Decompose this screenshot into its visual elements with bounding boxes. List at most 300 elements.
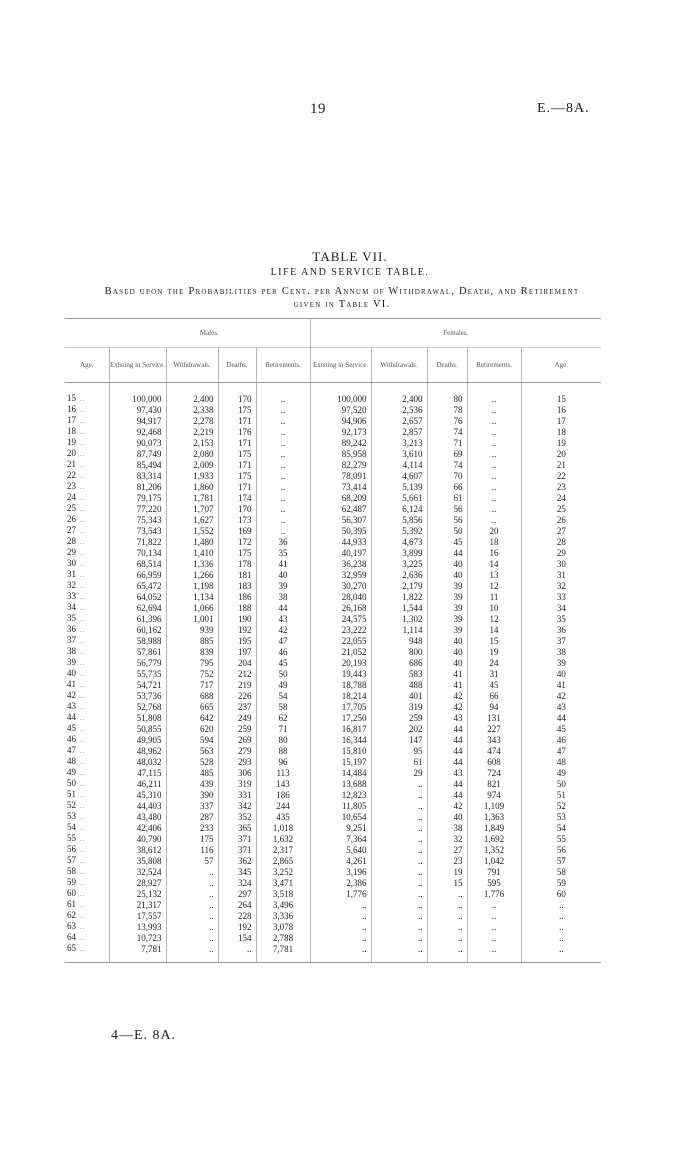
female-withdrawals-header: Withdrawals. bbox=[371, 348, 427, 383]
age-value: 31 bbox=[67, 569, 76, 579]
female-deaths-cell: .. bbox=[427, 921, 467, 932]
male-retirements-cell: 1,632 bbox=[256, 833, 310, 844]
male-withdrawals-cell: 1,410 bbox=[166, 547, 218, 558]
female-withdrawals-cell: 583 bbox=[371, 668, 427, 679]
male-deaths-cell: 175 bbox=[218, 448, 256, 459]
age-cell bbox=[65, 712, 109, 723]
dot-leader: .. bbox=[80, 406, 86, 414]
female-withdrawals-cell: .. bbox=[371, 822, 427, 833]
male-existing-cell: 32,524 bbox=[109, 866, 166, 877]
male-existing-cell: 10,723 bbox=[109, 932, 166, 943]
male-existing-cell: 94,917 bbox=[109, 415, 166, 426]
dot-leader: .. bbox=[80, 846, 86, 854]
male-retirements-cell: 71 bbox=[256, 723, 310, 734]
dot-leader: .. bbox=[80, 912, 86, 920]
age-right-cell: 32 bbox=[521, 580, 601, 591]
age-value: 54 bbox=[67, 822, 76, 832]
age-cell bbox=[65, 481, 109, 492]
male-existing-cell: 38,612 bbox=[109, 844, 166, 855]
male-existing-cell: 35,808 bbox=[109, 855, 166, 866]
male-retirements-cell: 2,865 bbox=[256, 855, 310, 866]
age-cell bbox=[65, 899, 109, 910]
age-column-header: Age. bbox=[65, 348, 109, 383]
female-retirements-cell: 15 bbox=[467, 635, 521, 646]
age-value: 43 bbox=[67, 701, 76, 711]
female-withdrawals-cell: 29 bbox=[371, 767, 427, 778]
female-withdrawals-cell: 95 bbox=[371, 745, 427, 756]
age-right-cell: 51 bbox=[521, 789, 601, 800]
table-row bbox=[65, 789, 601, 800]
table-row bbox=[65, 767, 601, 778]
female-withdrawals-cell: 4,673 bbox=[371, 536, 427, 547]
age-value: 51 bbox=[67, 789, 76, 799]
age-value: 65 bbox=[67, 943, 76, 953]
male-withdrawals-cell: 439 bbox=[166, 778, 218, 789]
female-retirements-cell: 821 bbox=[467, 778, 521, 789]
table-row bbox=[65, 448, 601, 459]
age-cell bbox=[65, 932, 109, 943]
male-retirements-cell: 39 bbox=[256, 580, 310, 591]
male-deaths-cell: 183 bbox=[218, 580, 256, 591]
dot-leader: .. bbox=[80, 945, 86, 953]
male-existing-cell: 90,073 bbox=[109, 437, 166, 448]
table-row bbox=[65, 811, 601, 822]
table-subtitle: LIFE AND SERVICE TABLE. bbox=[270, 267, 430, 278]
table-row bbox=[65, 701, 601, 712]
age-column-header-right: Age. bbox=[521, 348, 601, 383]
male-deaths-cell: 362 bbox=[218, 855, 256, 866]
age-cell bbox=[65, 778, 109, 789]
age-right-cell: 15 bbox=[521, 383, 601, 405]
male-withdrawals-cell: 485 bbox=[166, 767, 218, 778]
female-retirements-cell: 474 bbox=[467, 745, 521, 756]
female-deaths-cell: 44 bbox=[427, 734, 467, 745]
dot-leader: .. bbox=[80, 802, 86, 810]
male-retirements-cell: 88 bbox=[256, 745, 310, 756]
dot-leader: .. bbox=[80, 637, 86, 645]
female-existing-cell: 89,242 bbox=[310, 437, 371, 448]
male-deaths-cell: 197 bbox=[218, 646, 256, 657]
male-withdrawals-cell: 2,400 bbox=[166, 383, 218, 405]
male-withdrawals-cell: 717 bbox=[166, 679, 218, 690]
male-withdrawals-cell: 1,066 bbox=[166, 602, 218, 613]
age-value: 35 bbox=[67, 613, 76, 623]
dot-leader: .. bbox=[80, 923, 86, 931]
age-cell bbox=[65, 613, 109, 624]
age-value: 45 bbox=[67, 723, 76, 733]
male-existing-cell: 51,808 bbox=[109, 712, 166, 723]
male-retirements-cell: 244 bbox=[256, 800, 310, 811]
female-withdrawals-cell: 5,392 bbox=[371, 525, 427, 536]
table-row bbox=[65, 404, 601, 415]
female-retirements-cell: 608 bbox=[467, 756, 521, 767]
female-retirements-cell: 343 bbox=[467, 734, 521, 745]
female-deaths-cell: 15 bbox=[427, 877, 467, 888]
female-withdrawals-cell: .. bbox=[371, 921, 427, 932]
female-existing-cell: 10,654 bbox=[310, 811, 371, 822]
male-deaths-cell: 352 bbox=[218, 811, 256, 822]
male-existing-cell: 83,314 bbox=[109, 470, 166, 481]
female-existing-cell: .. bbox=[310, 921, 371, 932]
age-right-cell: 42 bbox=[521, 690, 601, 701]
table-row bbox=[65, 602, 601, 613]
male-withdrawals-cell: .. bbox=[166, 877, 218, 888]
age-right-cell: 54 bbox=[521, 822, 601, 833]
male-existing-cell: 57,861 bbox=[109, 646, 166, 657]
dot-leader: .. bbox=[80, 670, 86, 678]
male-withdrawals-cell: 2,080 bbox=[166, 448, 218, 459]
male-withdrawals-cell: .. bbox=[166, 921, 218, 932]
female-retirements-cell: .. bbox=[467, 492, 521, 503]
age-value: 56 bbox=[67, 844, 76, 854]
age-cell bbox=[65, 404, 109, 415]
male-retirements-cell: 3,471 bbox=[256, 877, 310, 888]
female-deaths-cell: .. bbox=[427, 888, 467, 899]
male-withdrawals-cell: 2,219 bbox=[166, 426, 218, 437]
age-right-cell: 27 bbox=[521, 525, 601, 536]
table-row bbox=[65, 822, 601, 833]
age-cell bbox=[65, 536, 109, 547]
male-deaths-cell: 345 bbox=[218, 866, 256, 877]
female-withdrawals-cell: .. bbox=[371, 888, 427, 899]
age-cell bbox=[65, 383, 109, 405]
female-deaths-cell: 44 bbox=[427, 756, 467, 767]
female-retirements-cell: .. bbox=[467, 459, 521, 470]
female-withdrawals-cell: .. bbox=[371, 899, 427, 910]
age-value: 37 bbox=[67, 635, 76, 645]
female-deaths-cell: 45 bbox=[427, 536, 467, 547]
female-existing-cell: .. bbox=[310, 899, 371, 910]
age-right-cell: 50 bbox=[521, 778, 601, 789]
age-value: 53 bbox=[67, 811, 76, 821]
dot-leader: .. bbox=[80, 879, 86, 887]
age-right-cell: .. bbox=[521, 921, 601, 932]
age-right-cell: 16 bbox=[521, 404, 601, 415]
male-deaths-cell: 175 bbox=[218, 470, 256, 481]
female-deaths-cell: 61 bbox=[427, 492, 467, 503]
male-existing-cell: 100,000 bbox=[109, 383, 166, 405]
age-value: 34 bbox=[67, 602, 76, 612]
male-retirements-cell: 50 bbox=[256, 668, 310, 679]
male-deaths-cell: 371 bbox=[218, 844, 256, 855]
age-right-cell: .. bbox=[521, 943, 601, 963]
male-existing-cell: 56,779 bbox=[109, 657, 166, 668]
male-retirements-cell: 36 bbox=[256, 536, 310, 547]
male-deaths-cell: 212 bbox=[218, 668, 256, 679]
age-cell bbox=[65, 789, 109, 800]
table-caption bbox=[62, 285, 622, 311]
dot-leader: .. bbox=[80, 483, 86, 491]
male-deaths-cell: 249 bbox=[218, 712, 256, 723]
age-right-cell: 29 bbox=[521, 547, 601, 558]
female-deaths-cell: 19 bbox=[427, 866, 467, 877]
caption-line-1: Based upon the Probabilities per Cent. per Annum of Withdrawal, Death, and Retirement bbox=[104, 286, 580, 297]
page-number: 19 bbox=[310, 101, 326, 117]
female-existing-cell: 56,307 bbox=[310, 514, 371, 525]
male-withdrawals-cell: .. bbox=[166, 888, 218, 899]
female-existing-cell: 44,933 bbox=[310, 536, 371, 547]
dot-leader: .. bbox=[80, 890, 86, 898]
male-withdrawals-cell: .. bbox=[166, 932, 218, 943]
table-row bbox=[65, 855, 601, 866]
males-group-header: Males. bbox=[109, 319, 310, 348]
male-existing-cell: 53,736 bbox=[109, 690, 166, 701]
female-deaths-cell: 40 bbox=[427, 635, 467, 646]
female-withdrawals-cell: 319 bbox=[371, 701, 427, 712]
male-withdrawals-cell: 1,134 bbox=[166, 591, 218, 602]
table-row bbox=[65, 547, 601, 558]
female-retirements-cell: 131 bbox=[467, 712, 521, 723]
dot-leader: .. bbox=[80, 835, 86, 843]
table-row bbox=[65, 833, 601, 844]
table-row bbox=[65, 624, 601, 635]
table-row bbox=[65, 415, 601, 426]
male-existing-cell: 43,480 bbox=[109, 811, 166, 822]
female-withdrawals-cell: 2,179 bbox=[371, 580, 427, 591]
female-retirements-cell: 14 bbox=[467, 558, 521, 569]
age-value: 60 bbox=[67, 888, 76, 898]
dot-leader: .. bbox=[80, 813, 86, 821]
male-deaths-cell: 264 bbox=[218, 899, 256, 910]
table-row bbox=[65, 591, 601, 602]
male-existing-header: Existing in Service. bbox=[109, 348, 166, 383]
female-existing-cell: 18,788 bbox=[310, 679, 371, 690]
female-withdrawals-cell: .. bbox=[371, 778, 427, 789]
female-existing-cell: 94,906 bbox=[310, 415, 371, 426]
age-cell bbox=[65, 525, 109, 536]
female-existing-cell: 28,040 bbox=[310, 591, 371, 602]
male-existing-cell: 81,206 bbox=[109, 481, 166, 492]
female-withdrawals-cell: 3,899 bbox=[371, 547, 427, 558]
female-withdrawals-cell: 1,822 bbox=[371, 591, 427, 602]
male-deaths-cell: 186 bbox=[218, 591, 256, 602]
table-row bbox=[65, 844, 601, 855]
male-deaths-cell: 175 bbox=[218, 547, 256, 558]
male-deaths-cell: 195 bbox=[218, 635, 256, 646]
female-withdrawals-cell: 6,124 bbox=[371, 503, 427, 514]
male-withdrawals-cell: 390 bbox=[166, 789, 218, 800]
age-right-cell: 25 bbox=[521, 503, 601, 514]
female-existing-cell: 78,091 bbox=[310, 470, 371, 481]
male-deaths-cell: 297 bbox=[218, 888, 256, 899]
male-existing-cell: 66,959 bbox=[109, 569, 166, 580]
age-right-cell: 20 bbox=[521, 448, 601, 459]
female-retirements-cell: .. bbox=[467, 448, 521, 459]
female-deaths-cell: .. bbox=[427, 899, 467, 910]
age-cell bbox=[65, 877, 109, 888]
dot-leader: .. bbox=[80, 703, 86, 711]
male-deaths-cell: 259 bbox=[218, 723, 256, 734]
female-existing-cell: 12,823 bbox=[310, 789, 371, 800]
female-existing-cell: 92,173 bbox=[310, 426, 371, 437]
male-withdrawals-cell: .. bbox=[166, 866, 218, 877]
male-withdrawals-cell: 665 bbox=[166, 701, 218, 712]
female-retirements-cell: .. bbox=[467, 503, 521, 514]
female-existing-cell: 24,575 bbox=[310, 613, 371, 624]
female-retirements-cell: 13 bbox=[467, 569, 521, 580]
caption-line-2: given in Table VI. bbox=[293, 299, 391, 310]
age-value: 40 bbox=[67, 668, 76, 678]
female-withdrawals-cell: 2,857 bbox=[371, 426, 427, 437]
female-deaths-cell: 27 bbox=[427, 844, 467, 855]
female-retirements-cell: 1,363 bbox=[467, 811, 521, 822]
age-cell bbox=[65, 910, 109, 921]
age-cell bbox=[65, 459, 109, 470]
age-value: 15 bbox=[67, 393, 76, 403]
dot-leader: .. bbox=[80, 758, 86, 766]
male-deaths-cell: 192 bbox=[218, 624, 256, 635]
age-right-cell: 41 bbox=[521, 679, 601, 690]
female-withdrawals-cell: 401 bbox=[371, 690, 427, 701]
age-right-cell: 34 bbox=[521, 602, 601, 613]
female-deaths-cell: 74 bbox=[427, 459, 467, 470]
male-existing-cell: 65,472 bbox=[109, 580, 166, 591]
age-right-cell: .. bbox=[521, 932, 601, 943]
age-cell bbox=[65, 580, 109, 591]
male-withdrawals-cell: 1,198 bbox=[166, 580, 218, 591]
female-existing-cell: 19,443 bbox=[310, 668, 371, 679]
female-retirements-cell: .. bbox=[467, 481, 521, 492]
male-withdrawals-cell: .. bbox=[166, 899, 218, 910]
male-withdrawals-cell: 1,933 bbox=[166, 470, 218, 481]
male-existing-cell: 64,052 bbox=[109, 591, 166, 602]
male-retirements-cell: 7,781 bbox=[256, 943, 310, 963]
dot-leader: .. bbox=[80, 527, 86, 535]
table-row bbox=[65, 646, 601, 657]
male-retirements-cell: 3,518 bbox=[256, 888, 310, 899]
age-cell bbox=[65, 668, 109, 679]
age-right-cell: 40 bbox=[521, 668, 601, 679]
age-right-cell: 45 bbox=[521, 723, 601, 734]
female-withdrawals-cell: 4,114 bbox=[371, 459, 427, 470]
age-value: 27 bbox=[67, 525, 76, 535]
age-value: 24 bbox=[67, 492, 76, 502]
female-deaths-cell: 44 bbox=[427, 547, 467, 558]
male-existing-cell: 49,905 bbox=[109, 734, 166, 745]
age-right-cell: 26 bbox=[521, 514, 601, 525]
age-value: 36 bbox=[67, 624, 76, 634]
female-retirements-cell: 12 bbox=[467, 613, 521, 624]
female-deaths-cell: 56 bbox=[427, 503, 467, 514]
table-title: TABLE VII. bbox=[312, 249, 388, 264]
female-existing-cell: 11,805 bbox=[310, 800, 371, 811]
male-deaths-cell: 319 bbox=[218, 778, 256, 789]
female-withdrawals-cell: 800 bbox=[371, 646, 427, 657]
female-deaths-cell: 42 bbox=[427, 800, 467, 811]
female-withdrawals-cell: .. bbox=[371, 932, 427, 943]
male-retirements-cell: 3,336 bbox=[256, 910, 310, 921]
female-retirements-cell: 18 bbox=[467, 536, 521, 547]
dot-leader: .. bbox=[80, 769, 86, 777]
age-right-cell: 46 bbox=[521, 734, 601, 745]
female-deaths-cell: 40 bbox=[427, 558, 467, 569]
table-row bbox=[65, 383, 601, 405]
male-existing-cell: 71,822 bbox=[109, 536, 166, 547]
female-retirements-cell: .. bbox=[467, 910, 521, 921]
male-withdrawals-cell: 233 bbox=[166, 822, 218, 833]
male-deaths-cell: 190 bbox=[218, 613, 256, 624]
male-existing-cell: 70,134 bbox=[109, 547, 166, 558]
age-cell bbox=[65, 426, 109, 437]
dot-leader: .. bbox=[80, 582, 86, 590]
female-withdrawals-cell: 259 bbox=[371, 712, 427, 723]
female-existing-cell: .. bbox=[310, 932, 371, 943]
male-withdrawals-cell: 839 bbox=[166, 646, 218, 657]
male-withdrawals-cell: .. bbox=[166, 910, 218, 921]
age-value: 25 bbox=[67, 503, 76, 513]
dot-leader: .. bbox=[80, 417, 86, 425]
female-withdrawals-cell: 4,607 bbox=[371, 470, 427, 481]
male-retirements-cell: 2,317 bbox=[256, 844, 310, 855]
female-existing-cell: 17,705 bbox=[310, 701, 371, 712]
female-deaths-cell: 39 bbox=[427, 580, 467, 591]
female-withdrawals-cell: 686 bbox=[371, 657, 427, 668]
table-row bbox=[65, 503, 601, 514]
table-row bbox=[65, 745, 601, 756]
male-withdrawals-cell: 287 bbox=[166, 811, 218, 822]
male-deaths-cell: 175 bbox=[218, 404, 256, 415]
male-retirements-cell: 80 bbox=[256, 734, 310, 745]
dot-leader: .. bbox=[80, 571, 86, 579]
female-retirements-cell: 66 bbox=[467, 690, 521, 701]
female-deaths-cell: 78 bbox=[427, 404, 467, 415]
male-withdrawals-cell: 57 bbox=[166, 855, 218, 866]
age-value: 28 bbox=[67, 536, 76, 546]
dot-leader: .. bbox=[80, 593, 86, 601]
male-retirements-cell: 49 bbox=[256, 679, 310, 690]
age-cell bbox=[65, 822, 109, 833]
male-deaths-cell: 178 bbox=[218, 558, 256, 569]
age-cell bbox=[65, 470, 109, 481]
female-withdrawals-cell: .. bbox=[371, 866, 427, 877]
male-retirements-cell: .. bbox=[256, 503, 310, 514]
female-retirements-cell: .. bbox=[467, 426, 521, 437]
male-existing-cell: 77,220 bbox=[109, 503, 166, 514]
male-existing-cell: 48,032 bbox=[109, 756, 166, 767]
table-row bbox=[65, 800, 601, 811]
female-retirements-cell: 595 bbox=[467, 877, 521, 888]
age-cell bbox=[65, 888, 109, 899]
male-existing-cell: 97,430 bbox=[109, 404, 166, 415]
female-existing-cell: 30,270 bbox=[310, 580, 371, 591]
female-withdrawals-cell: 948 bbox=[371, 635, 427, 646]
table-row bbox=[65, 657, 601, 668]
age-right-cell: 31 bbox=[521, 569, 601, 580]
dot-leader: .. bbox=[80, 395, 86, 403]
female-deaths-cell: 23 bbox=[427, 855, 467, 866]
female-deaths-cell: 38 bbox=[427, 822, 467, 833]
male-existing-cell: 13,993 bbox=[109, 921, 166, 932]
age-cell bbox=[65, 624, 109, 635]
female-deaths-cell: 42 bbox=[427, 701, 467, 712]
male-retirements-cell: .. bbox=[256, 404, 310, 415]
dot-leader: .. bbox=[80, 450, 86, 458]
table-row bbox=[65, 470, 601, 481]
male-deaths-cell: 331 bbox=[218, 789, 256, 800]
male-deaths-cell: 192 bbox=[218, 921, 256, 932]
table-row bbox=[65, 690, 601, 701]
age-right-cell: 53 bbox=[521, 811, 601, 822]
male-withdrawals-cell: 1,266 bbox=[166, 569, 218, 580]
table-row bbox=[65, 481, 601, 492]
age-right-cell: 44 bbox=[521, 712, 601, 723]
male-existing-cell: 40,790 bbox=[109, 833, 166, 844]
age-cell bbox=[65, 855, 109, 866]
female-deaths-cell: 69 bbox=[427, 448, 467, 459]
age-value: 50 bbox=[67, 778, 76, 788]
male-withdrawals-cell: 1,860 bbox=[166, 481, 218, 492]
female-existing-cell: 21,052 bbox=[310, 646, 371, 657]
